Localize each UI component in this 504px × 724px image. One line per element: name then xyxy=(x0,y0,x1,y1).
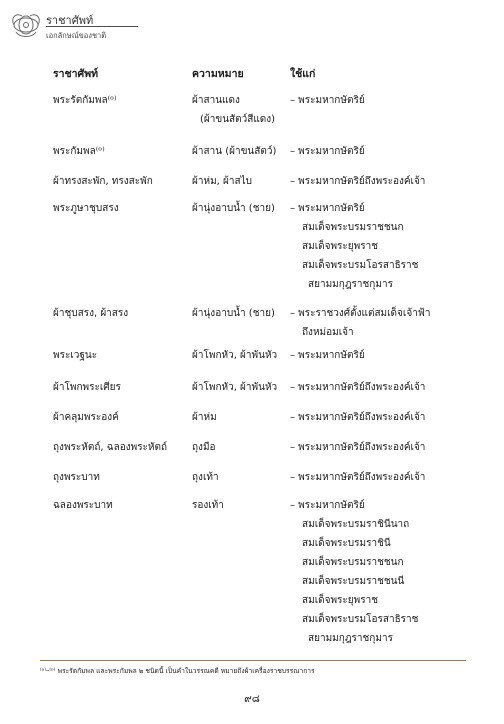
row-usage: – พระมหากษัตริย์ถึงพระองค์เจ้า xyxy=(290,176,426,187)
row-word: ถุงพระหัตถ์, ฉลองพระหัตถ์ xyxy=(53,442,168,453)
row-meaning: รองเท้า xyxy=(192,500,224,511)
page-number: ๙๘ xyxy=(244,693,260,705)
footnote-divider xyxy=(40,660,466,661)
row-usage: – พระมหากษัตริย์ถึงพระองค์เจ้า xyxy=(290,472,426,483)
row-usage: สยามมกุฎราชกุมาร xyxy=(308,279,393,290)
column-header-word: ราชาศัพท์ xyxy=(53,68,99,80)
row-word: ผ้าชุบสรง, ผ้าสรง xyxy=(53,308,129,319)
row-meaning: ผ้าสาน (ผ้าขนสัตว์) xyxy=(192,146,277,157)
row-usage: – พระมหากษัตริย์ xyxy=(290,95,365,106)
row-usage: – พระมหากษัตริย์ถึงพระองค์เจ้า xyxy=(290,382,426,393)
row-usage: – พระมหากษัตริย์ xyxy=(290,203,365,214)
row-meaning: ผ้าห่ม, ผ้าสไบ xyxy=(192,176,252,187)
row-usage: – พระมหากษัตริย์ xyxy=(290,350,365,361)
row-usage: – พระราชวงศ์ตั้งแต่สมเด็จเจ้าฟ้า xyxy=(290,308,431,319)
row-usage: สมเด็จพระบรมโอรสาธิราช xyxy=(302,260,419,271)
row-word: ผ้าทรงสะพัก, ทรงสะพัก xyxy=(53,176,153,187)
row-word: ผ้าโพกพระเศียร xyxy=(53,382,121,393)
column-header-usage: ใช้แก่ xyxy=(290,68,316,80)
row-word: ผ้าคลุมพระองค์ xyxy=(53,412,119,423)
row-word: พระภูษาชุบสรง xyxy=(53,203,119,214)
row-usage: สมเด็จพระบรมราชชนก xyxy=(302,222,404,233)
row-meaning: ผ้าโพกหัว, ผ้าพันหัว xyxy=(192,382,278,393)
row-usage: สมเด็จพระบรมราชินีนาถ xyxy=(302,519,410,530)
row-meaning: (ผ้าขนสัตว์สีแดง) xyxy=(200,114,276,125)
row-meaning: ผ้าโพกหัว, ผ้าพันหัว xyxy=(192,350,278,361)
row-meaning: ผ้านุ่งอาบน้ำ (ชาย) xyxy=(192,308,275,319)
row-usage: สมเด็จพระยุพราช xyxy=(302,595,379,606)
row-meaning: ผ้าห่ม xyxy=(192,412,217,423)
row-meaning: ผ้าสานแดง xyxy=(192,95,240,106)
row-word: ถุงพระบาท xyxy=(53,472,100,483)
row-usage: สมเด็จพระยุพราช xyxy=(302,241,379,252)
row-word: พระเวฐนะ xyxy=(53,350,98,361)
row-usage: สมเด็จพระบรมราชินี xyxy=(302,538,391,549)
row-usage: – พระมหากษัตริย์ถึงพระองค์เจ้า xyxy=(290,412,426,423)
row-meaning: ถุงเท้า xyxy=(192,472,219,483)
header-title: ราชาศัพท์ xyxy=(46,14,94,27)
row-usage: สยามมกุฎราชกุมาร xyxy=(308,633,393,644)
row-usage: สมเด็จพระบรมโอรสาธิราช xyxy=(302,614,419,625)
row-word: พระรัตกัมพล⁽ᵒ⁾ xyxy=(53,95,117,106)
row-meaning: ผ้านุ่งอาบน้ำ (ชาย) xyxy=(192,203,275,214)
column-header-meaning: ความหมาย xyxy=(192,68,244,80)
row-usage: ถึงหม่อมเจ้า xyxy=(302,327,354,338)
row-word: พระกัมพล⁽ᵒ⁾ xyxy=(53,146,105,157)
row-word: ฉลองพระบาท xyxy=(53,500,113,511)
row-usage: – พระมหากษัตริย์ xyxy=(290,146,365,157)
row-usage: – พระมหากษัตริย์ถึงพระองค์เจ้า xyxy=(290,442,426,453)
footnote: ⁽ᵒ⁾–⁽ᵒ⁾ พระรัตกัมพล และพระกัมพล ๒ ชนิดนี้ เป็นคำในวรรณคดี หมายถึงผ้าเครื่องราชบรรณาการ xyxy=(40,667,315,675)
row-usage: – พระมหากษัตริย์ xyxy=(290,500,365,511)
row-meaning: ถุงมือ xyxy=(192,442,216,453)
header-subtitle: เอกลักษณ์ของชาติ xyxy=(46,31,107,40)
row-usage: สมเด็จพระบรมราชชนนี xyxy=(302,576,405,587)
row-usage: สมเด็จพระบรมราชชนก xyxy=(302,557,404,568)
